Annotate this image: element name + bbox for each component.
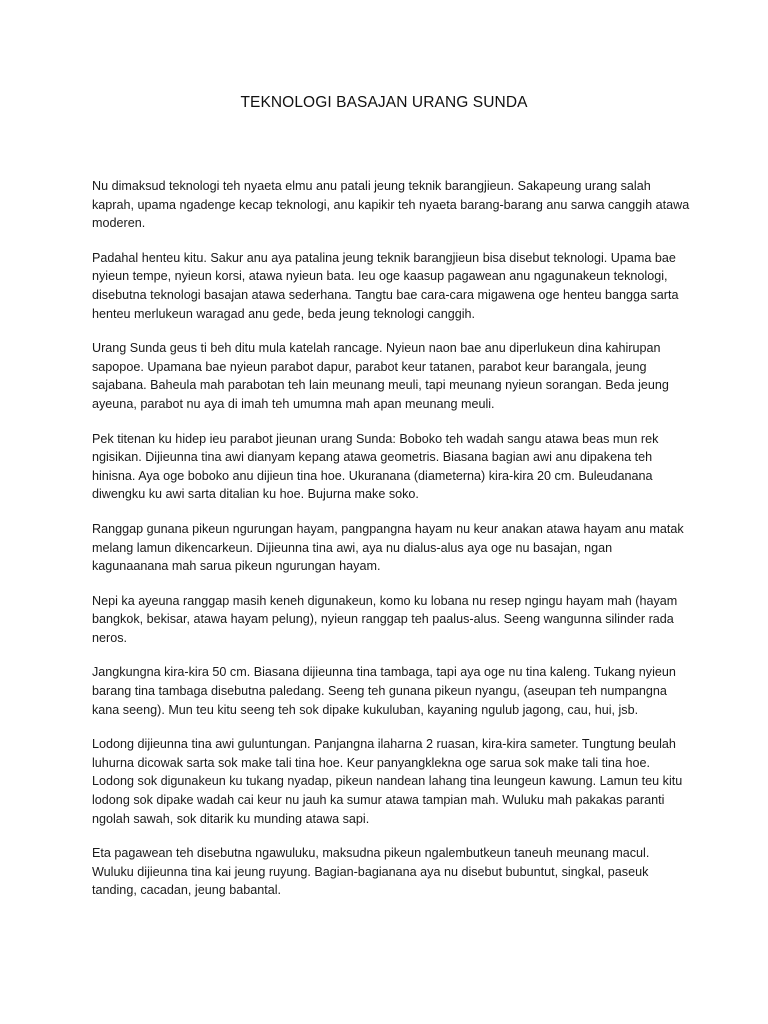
- paragraph: Jangkungna kira-kira 50 cm. Biasana dijieunna tina tambaga, tapi aya oge nu tina kaleng. Tukang nyieun barang tina tambaga disebutna paledang. Seeng teh gunana pikeun nyangu, (aseupan teh numpangna kana seeng). Mun teu kitu seeng teh sok dipake kukuluban, kayaning ngulub jagong, cau, hui, jsb.: [92, 665, 676, 717]
- paragraph: Padahal henteu kitu. Sakur anu aya patalina jeung teknik barangjieun bisa disebut teknologi. Upama bae nyieun tempe, nyieun korsi, atawa nyieun bata. Ieu oge kaasup pagawean anu ngagunakeun teknologi, disebutna teknologi basajan atawa sederhana. Tangtu bae cara-cara migawena oge henteu bangga sarta henteu merlukeun waragad anu gede, beda jeung teknologi canggih.: [92, 250, 679, 321]
- paragraph: Nu dimaksud teknologi teh nyaeta elmu anu patali jeung teknik barangjieun. Sakapeung urang salah kaprah, upama ngadenge kecap teknologi, anu kapikir teh nyaeta barang-barang anu sarwa canggih atawa moderen.: [92, 179, 690, 231]
- paragraph: Eta pagawean teh disebutna ngawuluku, maksudna pikeun ngalembutkeun taneuh meunang macul. Wuluku dijieunna tina kai jeung ruyung. Bagian-bagianana aya nu disebut bubuntut, singkal, paseuk tanding, cacadan, jeung babantal.: [92, 846, 650, 898]
- paragraph: Nepi ka ayeuna ranggap masih keneh digunakeun, komo ku lobana nu resep ngingu hayam mah (hayam bangkok, bekisar, atawa hayam pelung), nyieun ranggap teh paalus-alus. Seeng wangunna silinder rada neros.: [92, 593, 678, 645]
- paragraph: Lodong dijieunna tina awi guluntungan. Panjangna ilaharna 2 ruasan, kira-kira sameter. Tungtung beulah luhurna dicowak sarta sok make tali tina hoe. Keur panyangklekna oge sarua sok make tali tina hoe. Lodong sok digunakeun ku tukang nyadap, pikeun nandean lahang tina leungeun kawung. Lamun teu kitu lodong sok dipake wadah cai keur nu jauh ka sumur atawa tampian mah. Wuluku mah pakakas paranti ngolah sawah, sok ditarik ku munding atawa sapi.: [92, 737, 683, 826]
- paragraph: Urang Sunda geus ti beh ditu mula katelah rancage. Nyieun naon bae anu diperlukeun dina kahirupan sapopoe. Upamana bae nyieun parabot dapur, parabot keur tatanen, parabot keur barangala, jeung sajabana. Baheula mah parabotan teh lain meunang meuli, tapi meunang nyieun sorangan. Beda jeung ayeuna, parabot nu aya di imah teh umumna mah apan meunang meuli.: [92, 341, 669, 411]
- document-body: [92, 177, 692, 916]
- paragraph: Ranggap gunana pikeun ngurungan hayam, pangpangna hayam nu keur anakan atawa hayam anu matak melang lamun dikencarkeun. Dijieunna tina awi, aya nu dialus-alus aya oge nu basajan, ngan kagunaanana mah sarua pikeun ngurungan hayam.: [92, 521, 684, 574]
- document-title: TEKNOLOGI BASAJAN URANG SUNDA: [240, 94, 528, 111]
- paragraph: Pek titenan ku hidep ieu parabot jieunan urang Sunda: Boboko teh wadah sangu atawa beas mun rek ngisikan. Dijieunna tina awi dianyam kepang atawa geometris. Biasana bagian awi anu dipakena teh hinisna. Aya oge boboko anu dijieun tina hoe. Ukuranana (diameterna) kira-kira 20 cm. Buleudanana diwengku ku awi sarta ditalian ku hoe. Bujurna make soko.: [92, 431, 659, 502]
